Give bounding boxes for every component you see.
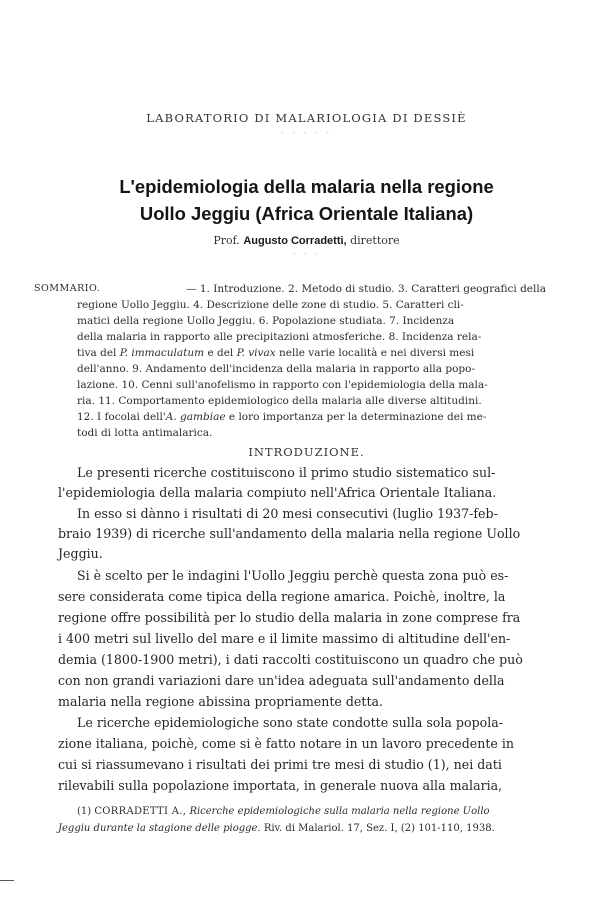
body-line: zione italiana, poichè, come si è fatto notare in un lavoro precedente in [58,736,515,751]
footnote-author: CORRADETTI A., [94,806,187,817]
summary-text: 12. I focolai dell' [77,411,166,423]
body-line: rilevabili sulla popolazione importata, in generale nuova alla malaria, [58,778,503,793]
body-line: malaria nella regione abissina propriamente detta. [58,694,384,709]
article-title-line-2: Uollo Jeggiu (Africa Orientale Italiana) [139,203,474,224]
summary-line: lazione. 10. Cenni sull'anofelismo in rapporto con l'epidemiologia della mala- [77,379,488,391]
body-line: cui si riassumevano i risultati dei primi tre mesi di studio (1), nei dati [58,757,502,772]
article-title-line-1: L'epidemiologia della malaria nella regione [119,176,494,197]
footnote-line-1 [77,806,490,817]
species-name: A. gambiae [165,411,226,423]
summary-line: della malaria in rapporto alle precipitazioni atmosferiche. 8. Incidenza rela- [77,331,482,343]
body-line: braio 1939) di ricerche sull'andamento della malaria nella regione Uollo [58,526,521,541]
body-line: Le ricerche epidemiologiche sono state condotte sulla sola popola- [77,715,504,730]
summary-text: tiva del [77,347,117,359]
section-heading: INTRODUZIONE. [248,445,365,459]
summary-line: dell'anno. 9. Andamento dell'incidenza della malaria in rapporto alla popo- [77,363,476,375]
body-line: con non grandi variazioni dare un'idea adeguata sull'andamento della [58,673,505,688]
summary-line [34,283,546,295]
body-line: l'epidemiologia della malaria compiuto nell'Africa Orientale Italiana. [58,485,497,500]
author-name: Augusto Corradetti, [243,235,347,247]
body-line: In esso si dànno i risultati di 20 mesi consecutivi (luglio 1937-feb- [77,506,498,521]
summary-text: — 1. Introduzione. 2. Metodo di studio. 3. Caratteri geografici della [186,283,546,295]
summary-line: todi di lotta antimalarica. [77,427,213,439]
footnote-number: (1) [77,806,92,817]
page-edge-mark [0,880,14,881]
footnote-line-2 [58,823,495,834]
author-line [0,234,613,247]
summary-text: e loro importanza per la determinazione dei me- [228,411,487,423]
body-line: i 400 metri sul livello del mare e il limite massimo di altitudine dell'en- [58,631,511,646]
author-role: direttore [350,234,400,247]
summary-text: e del [207,347,234,359]
author-prefix: Prof. [213,234,240,247]
summary-line: matici della regione Uollo Jeggiu. 6. Popolazione studiata. 7. Incidenza [77,315,455,327]
summary-text: nelle varie località e nei diversi mesi [279,347,475,359]
summary-line: regione Uollo Jeggiu. 4. Descrizione delle zone di studio. 5. Caratteri cli- [77,299,464,311]
body-line: regione offre possibilità per lo studio della malaria in zone comprese fra [58,610,521,625]
body-line: demia (1800-1900 metri), i dati raccolti costituiscono un quadro che può [58,652,523,667]
summary-line [77,347,546,359]
species-name: P. vivax [236,347,276,359]
title-separator: - - - [293,250,320,258]
header-separator: - - - - - [281,128,332,137]
body-line: Jeggiu. [58,546,103,561]
laboratory-heading: LABORATORIO DI MALARIOLOGIA DI DESSIÈ [146,111,467,125]
footnote-citation: Riv. di Malariol. 17, Sez. I, (2) 101-110, 1938. [263,823,495,834]
body-line: sere considerata come tipica della regione amarica. Poichè, inoltre, la [58,589,506,604]
body-line: Si è scelto per le indagini l'Uollo Jeggiu perchè questa zona può es- [77,568,509,583]
body-line: Le presenti ricerche costituiscono il primo studio sistematico sul- [77,465,496,480]
footnote-title: Ricerche epidemiologiche sulla malaria nella regione Uollo [189,806,490,817]
summary-line [77,411,546,423]
summary-label: SOMMARIO. [34,283,101,294]
species-name: P. immaculatum [119,347,205,359]
summary-line: ria. 11. Comportamento epidemiologico della malaria alle diverse altitudini. [77,395,482,407]
footnote-title: Jeggiu durante la stagione delle piogge. [58,823,261,834]
